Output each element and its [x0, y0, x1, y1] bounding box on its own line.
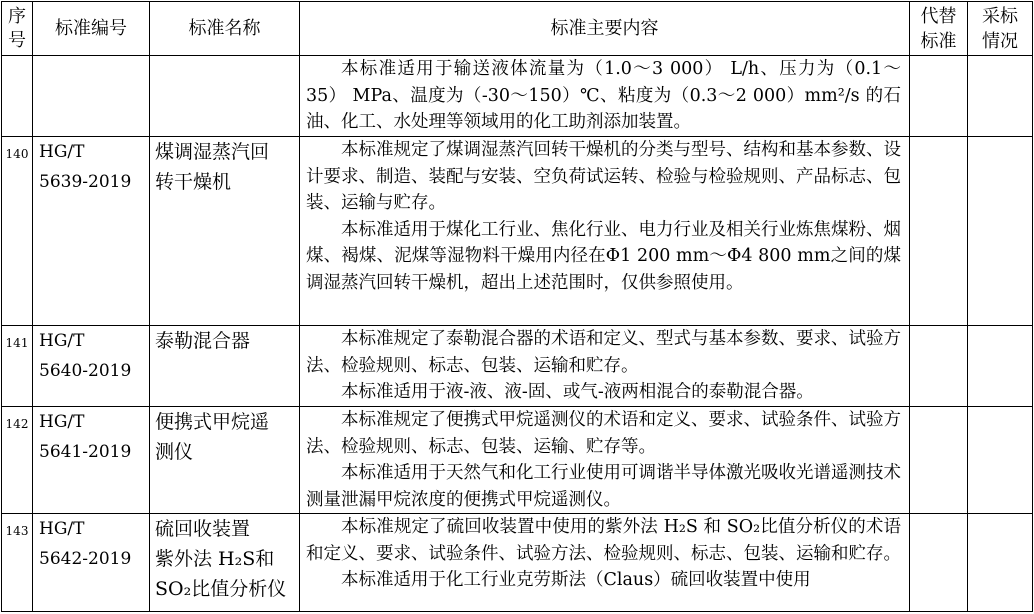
row-name-line: 转干燥机 — [155, 171, 232, 193]
table-body — [2, 56, 1033, 612]
content-paragraph: 本标准适用于化工行业克劳斯法（Claus）硫回收装置中使用 — [341, 570, 811, 590]
row-content — [300, 514, 910, 612]
row-content — [300, 56, 910, 137]
table-header-row — [2, 2, 1033, 56]
row-code-line: HG/T — [39, 331, 85, 351]
content-paragraph: 本标准规定了煤调湿蒸汽回转干燥机的分类与型号、结构和基本参数、设计要求、制造、装配与安装、空负荷试运转、检验与检验规则、产品标志、包装、运输与贮存。 — [306, 140, 901, 213]
row-code-line: HG/T — [39, 142, 85, 162]
row-replaces — [910, 326, 968, 407]
row-code-line: 5639-2019 — [39, 172, 132, 192]
header-content: 标准主要内容 — [300, 2, 910, 56]
row-code — [33, 407, 150, 514]
content-paragraph: 本标准规定了硫回收装置中使用的紫外法 H₂S 和 SO₂比值分析仪的术语和定义、要求、试验条件、试验方法、检验规则、标志、包装、运输和贮存。 — [306, 517, 901, 564]
row-code — [33, 326, 150, 407]
row-replaces — [910, 137, 968, 326]
content-paragraph: 本标准适用于输送液体流量为（1.0～3 000） L/h、压力为（0.1～35） MPa、温度为（-30～150）℃、粘度为（0.3～2 000）mm²/s 的石油、化工、水处理等领域用的化工助剂添加装置。 — [306, 59, 901, 132]
row-name-line: 测仪 — [155, 441, 194, 463]
row-name-line: 煤调湿蒸汽回 — [155, 141, 270, 163]
content-paragraph: 本标准适用于煤化工行业、焦化行业、电力行业及相关行业炼焦煤粉、烟煤、褐煤、泥煤等湿物料干燥用内径在Φ1 200 mm～Φ4 800 mm之间的煤调湿蒸汽回转干燥机，超出上述范围时，仅供参照使用。 — [306, 219, 901, 293]
row-seq: 140 — [2, 137, 33, 326]
content-paragraph: 本标准规定了泰勒混合器的术语和定义、型式与基本参数、要求、试验方法、检验规则、标志、包装、运输和贮存。 — [306, 329, 901, 376]
row-code — [33, 137, 150, 326]
row-code-line: 5640-2019 — [39, 361, 132, 381]
row-adoption — [968, 56, 1033, 137]
header-adoption: 采标情况 — [968, 2, 1033, 56]
standards-table — [1, 1, 1033, 612]
row-name-line: 便携式甲烷遥 — [155, 411, 270, 433]
row-replaces — [910, 514, 968, 612]
header-replaces: 代替标准 — [910, 2, 968, 56]
table-row — [2, 137, 1033, 326]
content-paragraph: 本标准适用于天然气和化工行业使用可调谐半导体激光吸收光谱遥测技术测量泄漏甲烷浓度的便携式甲烷遥测仪。 — [306, 463, 901, 510]
row-code-line: 5641-2019 — [39, 442, 132, 462]
row-seq: 142 — [2, 407, 33, 514]
row-name — [150, 407, 300, 514]
header-code: 标准编号 — [33, 2, 150, 56]
row-adoption — [968, 326, 1033, 407]
content-paragraph: 本标准适用于液-液、液-固、或气-液两相混合的泰勒混合器。 — [341, 382, 814, 402]
row-name — [150, 514, 300, 612]
header-name: 标准名称 — [150, 2, 300, 56]
row-content — [300, 137, 910, 326]
row-replaces — [910, 56, 968, 137]
table-row — [2, 514, 1033, 612]
row-code — [33, 56, 150, 137]
row-adoption — [968, 514, 1033, 612]
row-name-line: 硫回收装置 — [155, 518, 251, 540]
row-name — [150, 56, 300, 137]
header-seq: 序号 — [2, 2, 33, 56]
row-name — [150, 326, 300, 407]
row-content — [300, 407, 910, 514]
row-seq: 141 — [2, 326, 33, 407]
row-adoption — [968, 407, 1033, 514]
row-adoption — [968, 137, 1033, 326]
row-seq — [2, 56, 33, 137]
table-row — [2, 326, 1033, 407]
row-content — [300, 326, 910, 407]
row-name-line: SO₂比值分析仪 — [155, 578, 287, 600]
row-code-line: HG/T — [39, 519, 85, 539]
content-paragraph: 本标准规定了便携式甲烷遥测仪的术语和定义、要求、试验条件、试验方法、检验规则、标志、包装、运输、贮存等。 — [306, 410, 901, 457]
row-name — [150, 137, 300, 326]
row-name-line: 泰勒混合器 — [155, 330, 251, 352]
row-seq: 143 — [2, 514, 33, 612]
row-replaces — [910, 407, 968, 514]
table-row — [2, 407, 1033, 514]
table-row — [2, 56, 1033, 137]
row-code — [33, 514, 150, 612]
row-code-line: HG/T — [39, 412, 85, 432]
row-name-line: 紫外法 H₂S和 — [155, 548, 275, 570]
row-code-line: 5642-2019 — [39, 549, 132, 569]
